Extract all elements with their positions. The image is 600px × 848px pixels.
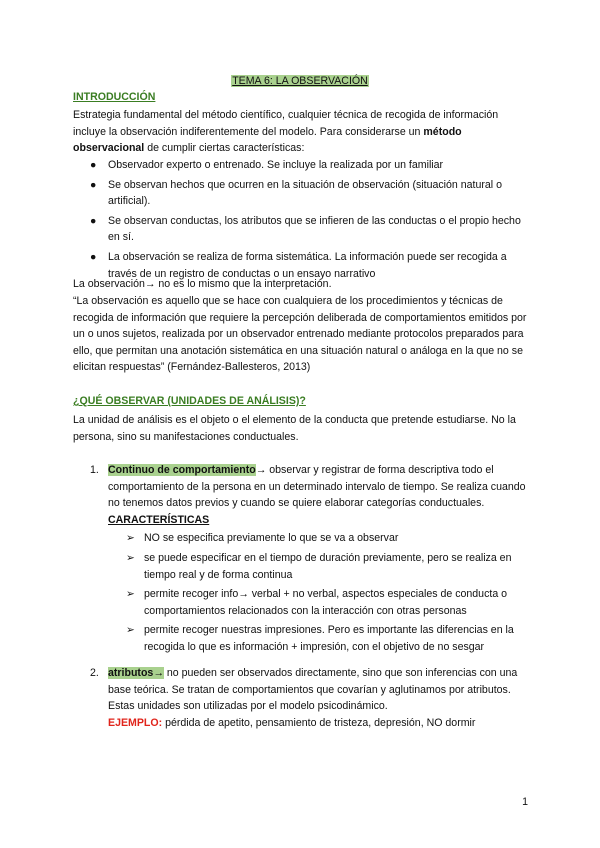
bullet-icon: ●	[90, 214, 97, 227]
arrow-bullet-icon: ➢	[126, 624, 135, 637]
list-item: ● Se observan conductas, los atributos que se infieren de las conductas o el propio hecho en sí.	[90, 214, 521, 244]
definition-quote: “La observación es aquello que se hace con cualquiera de los procedimientos y técnicas de recogida de información que requiere la percepción deliberada de comportamientos emitidos por un o unos sujetos, realizada por un observador entrenado mediante protocolos preparados para ello, que permitan una anotación sistemática en una situación natural o análoga en la que no se elicitan respuestas” (Fernández-Ballesteros, 2013)	[73, 295, 527, 374]
list-item: ➢ permite recoger nuestras impresiones. Pero es importante las diferencias en la recogida lo que es información + impresión, con el objetivo de no sesgar	[126, 624, 514, 653]
intro-paragraph: Estrategia fundamental del método científico, cualquier técnica de recogida de información incluye la observación indiferentemente del modelo. Para considerarse un método observacional de cumplir ciertas características:	[73, 109, 499, 155]
bullet-icon: ●	[90, 250, 97, 263]
list-item: ➢ se puede especificar en el tiempo de duración previamente, pero se realiza en tiempo real y de forma continua	[126, 551, 512, 581]
item-number: 2.	[90, 667, 99, 679]
unit-analysis-paragraph: La unidad de análisis es el objeto o el elemento de la conducta que pretende estudiarse. No la persona, sino su manifestaciones conductuales.	[73, 414, 516, 443]
example-label: EJEMPLO:	[108, 716, 163, 729]
item-number: 1.	[90, 464, 99, 476]
list-item-atributos: 2. atributos→ no pueden ser observados directamente, sino que son inferencias con una base teórica. Se tratan de comportamientos que covarían y aglutinamos por atributos. Estas unidades son utilizadas por el modelo psicodinámico. EJEMPLO: pérdida de apetito, pensamiento de tristeza, depresión, NO dormir	[90, 667, 518, 729]
characteristics-list	[126, 530, 530, 655]
page-number: 1	[522, 796, 528, 808]
observation-note: La observación→ no es lo mismo que la interpretación.	[73, 278, 332, 290]
list-item: ➢ NO se especifica previamente lo que se va a observar	[126, 530, 530, 547]
bullet-icon: ●	[90, 159, 97, 171]
term-continuo: Continuo de comportamiento	[108, 464, 256, 476]
list-item: ➢ permite recoger info→ verbal + no verbal, aspectos especiales de conducta o comportamientos relacionados con la interacción con otras personas	[126, 588, 508, 617]
intro-bullet-list	[90, 157, 530, 285]
caracteristicas-label: CARACTERÍSTICAS	[108, 513, 210, 526]
list-item: ● Se observan hechos que ocurren en la situación de observación (situación natural o artificial).	[90, 178, 502, 208]
que-observar-heading: ¿QUÉ OBSERVAR (UNIDADES DE ANÁLISIS)?	[73, 395, 306, 407]
list-item-continuo: 1. Continuo de comportamiento→ observar y registrar de forma descriptiva todo el comportamiento de la persona en un determinado intervalo de tiempo. Se realiza cuando no tenemos datos previos y cuando se quiere elaborar categorías conductuales. CARACTERÍSTICAS ➢ NO se especifica previamente lo que se va a observar ➢ se puede especificar en el tiempo de duración previamente, pero se realiza en tiempo real y de forma continua ➢ permite recoger info→ verbal + no verbal, aspectos especiales de conducta o comportamientos relacionados con la interacción con otras personas ➢ permite recoger nuestras impresiones. Pero es importante las diferencias en la recogida lo que es información + impresión, con el objetivo de no sesgar	[90, 462, 530, 659]
arrow-bullet-icon: ➢	[126, 588, 135, 601]
arrow-bullet-icon: ➢	[126, 532, 135, 545]
arrow-bullet-icon: ➢	[126, 551, 135, 564]
intro-heading: INTRODUCCIÓN	[73, 91, 156, 103]
document-title: TEMA 6: LA OBSERVACIÓN	[232, 75, 368, 87]
term-atributos: atributos→	[108, 667, 164, 679]
example-text: pérdida de apetito, pensamiento de tristeza, depresión, NO dormir	[162, 716, 476, 729]
list-item: ● La observación se realiza de forma sistemática. La información puede ser recogida a través de un registro de conductas o un ensayo narrativo	[90, 250, 507, 280]
list-item: ● Observador experto o entrenado. Se incluye la realizada por un familiar	[90, 157, 530, 174]
bullet-icon: ●	[90, 178, 97, 191]
